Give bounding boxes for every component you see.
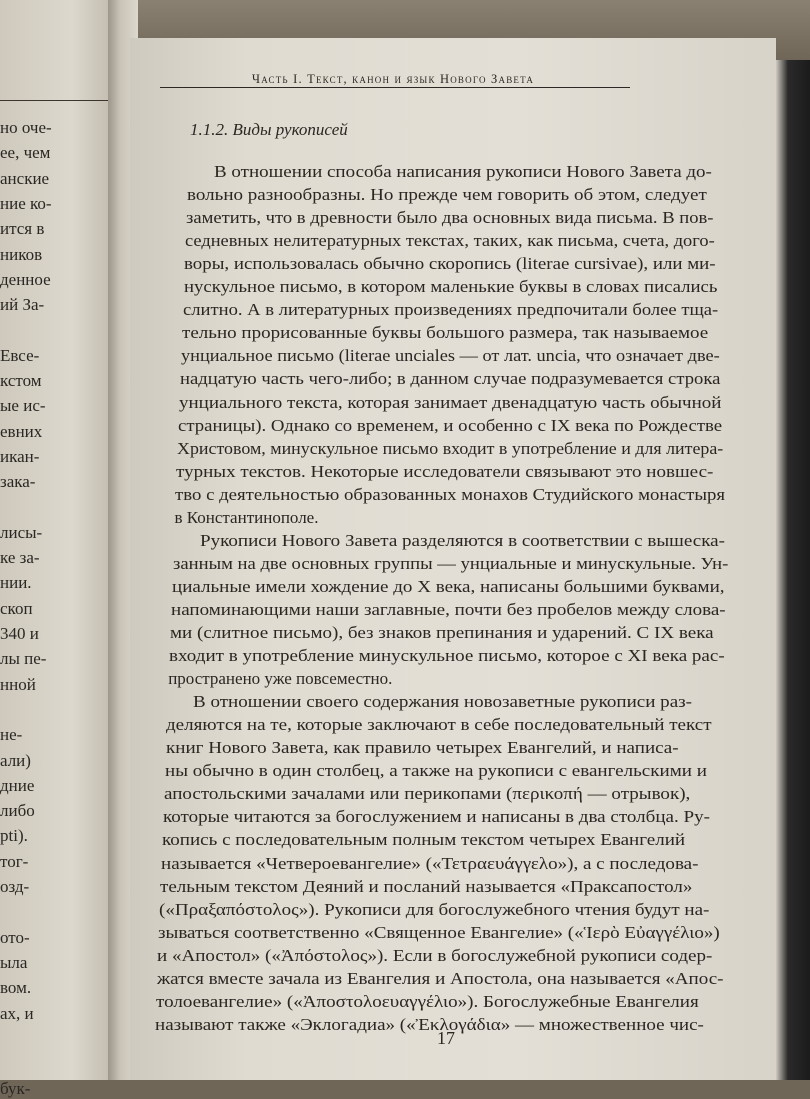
running-head: Часть I. Текст, канон и язык Нового Завета xyxy=(251,72,535,86)
body-line: турных текстов. Некоторые исследователи связывают это новшес- xyxy=(176,461,714,481)
left-page-line: вом. xyxy=(0,978,32,998)
left-page-line: ке за- xyxy=(0,548,40,568)
body-line: унциальное письмо (literae unciales — от лат. uncia, что означает две- xyxy=(180,346,720,366)
left-page-line: не- xyxy=(0,725,23,745)
left-page-line: анские xyxy=(0,168,50,188)
left-page-line: ые ис- xyxy=(0,396,46,416)
body-line: жатся вместе зачала из Евангелия и Апостола, она называется «Апос- xyxy=(156,968,724,988)
left-page-line: евних xyxy=(0,421,43,441)
left-page-line: ние ко- xyxy=(0,193,52,213)
body-line: и «Апостол» («Ἀπόστολος»). Если в богослужебной рукописи содер- xyxy=(157,945,713,965)
body-line: называется «Четвероевангелие» («Τετραευάγγελο»), а с последова- xyxy=(161,853,699,873)
left-page-line: дние xyxy=(0,775,35,795)
body-line: тельно прорисованные буквы большого размера, так называемое xyxy=(181,323,708,343)
left-page-line: Евсе- xyxy=(0,345,40,365)
left-page-line: ото- xyxy=(0,927,30,947)
left-page-line: лы пе- xyxy=(0,649,47,669)
page-number: 17 xyxy=(437,1028,455,1048)
left-page-line: икан- xyxy=(0,446,40,466)
left-page-line: ится в xyxy=(0,219,45,239)
left-page-rule xyxy=(0,100,108,101)
running-head-rule xyxy=(160,87,630,88)
body-line: зываться соответственно «Священное Евангелие» («Ἱερὸ Εὐαγγέλιο») xyxy=(158,922,721,942)
body-line: ны обычно в один столбец, а также на рукописи с евангельскими и xyxy=(164,761,707,781)
left-page-line: зака- xyxy=(0,472,36,492)
book-cover-edge xyxy=(776,60,810,1080)
body-line: пространено уже повсеместно. xyxy=(168,669,393,689)
body-line: тельным текстом Деяний и посланий называется «Праксапостол» xyxy=(160,876,693,896)
left-page-line: 340 и xyxy=(0,624,39,643)
body-line: напоминающими наши заглавные, почти без пробелов между слова- xyxy=(170,599,726,619)
body-line: заметить, что в древности было два основных вида письма. В пов- xyxy=(186,208,714,228)
body-line: занным на две основных группы — унциальные и минускульные. Ун- xyxy=(172,553,728,573)
body-line: апостольскими зачалами или перикопами (περικοπή — отрывок), xyxy=(163,784,690,804)
body-line: воры, использовалась обычно скоропись (literae cursivae), или ми- xyxy=(184,254,716,274)
left-page-line: нии. xyxy=(0,573,32,593)
body-line: страницы). Однако со временем, и особенно с IX века по Рождестве xyxy=(178,415,723,435)
body-line: Христовом, минускульное письмо входит в употребление и для литера- xyxy=(177,438,724,458)
body-line: В отношении своего содержания новозаветные рукописи раз- xyxy=(193,692,693,712)
body-line: в Константинополе. xyxy=(174,507,319,527)
body-line: В отношении способа написания рукописи Нового Завета до- xyxy=(214,162,712,181)
body-line: унциального текста, которая занимает двенадцатую часть обычной xyxy=(179,392,722,412)
left-page xyxy=(0,0,120,1099)
body-line: копись с последовательным полным текстом четырех Евангелий xyxy=(161,830,686,850)
left-page-line: лисы- xyxy=(0,522,43,542)
left-page-line: скоп xyxy=(0,598,33,618)
left-page-line: но оче- xyxy=(0,118,52,137)
left-page-line: тог- xyxy=(0,851,29,871)
left-page-line: нной xyxy=(0,674,36,694)
left-page-line: озд- xyxy=(0,877,30,896)
left-page-line: ее, чем xyxy=(0,143,51,163)
left-page-line: бук- xyxy=(0,1079,31,1099)
body-line: циальные имели хождение до X века, написаны большими буквами, xyxy=(171,576,725,596)
body-line: седневных нелитературных текстах, таких, как письма, счета, дого- xyxy=(185,231,716,251)
left-page-line: али) xyxy=(0,750,31,770)
body-line: называют также «Эклогадиа» («Ἐκλογάδια» — множественное чис- xyxy=(154,1014,704,1034)
body-line: Рукописи Нового Завета разделяются в соответствии с вышеска- xyxy=(199,530,725,550)
body-line: ми (слитное письмо), без знаков препинания и ударений. С IX века xyxy=(170,623,714,642)
body-line: тво с деятельностью образованных монахов Студийского монастыря xyxy=(175,484,726,504)
left-page-line: ников xyxy=(0,244,43,264)
body-line: деляются на те, которые заключают в себе последовательный текст xyxy=(166,715,712,735)
body-line: толоевангелие» («Ἀποστολοευαγγέλιο»). Богослужебные Евангелия xyxy=(155,991,699,1011)
left-page-line: ий За- xyxy=(0,295,45,315)
left-page-line: либо xyxy=(0,801,35,821)
left-page-line: денное xyxy=(0,269,51,289)
body-line: («Πραξαπόστολος»). Рукописи для богослужебного чтения будут на- xyxy=(159,899,710,919)
body-line: книг Нового Завета, как правило четырех Евангелий, и написа- xyxy=(165,738,679,758)
body-line: слитно. А в литературных произведениях предпочитали более тща- xyxy=(182,300,718,320)
left-page-line: кстом xyxy=(0,371,42,390)
left-page-line: ыла xyxy=(0,952,28,972)
left-page-line: pti). xyxy=(0,826,28,846)
body-line: нускульное письмо, в котором маленькие буквы в словах писались xyxy=(183,277,717,297)
body-line: которые читаются за богослужением и написаны в два столбца. Ру- xyxy=(162,807,710,827)
body-line: надцатую часть чего-либо; в данном случае подразумевается строка xyxy=(179,369,721,389)
left-page-line: ах, и xyxy=(0,1003,34,1023)
body-line: входит в употребление минускульное письмо, которое с XI века рас- xyxy=(169,646,725,666)
body-line: вольно разнообразны. Но прежде чем говорить об этом, следует xyxy=(187,185,707,205)
section-title: 1.1.2. Виды рукописей xyxy=(190,120,348,139)
